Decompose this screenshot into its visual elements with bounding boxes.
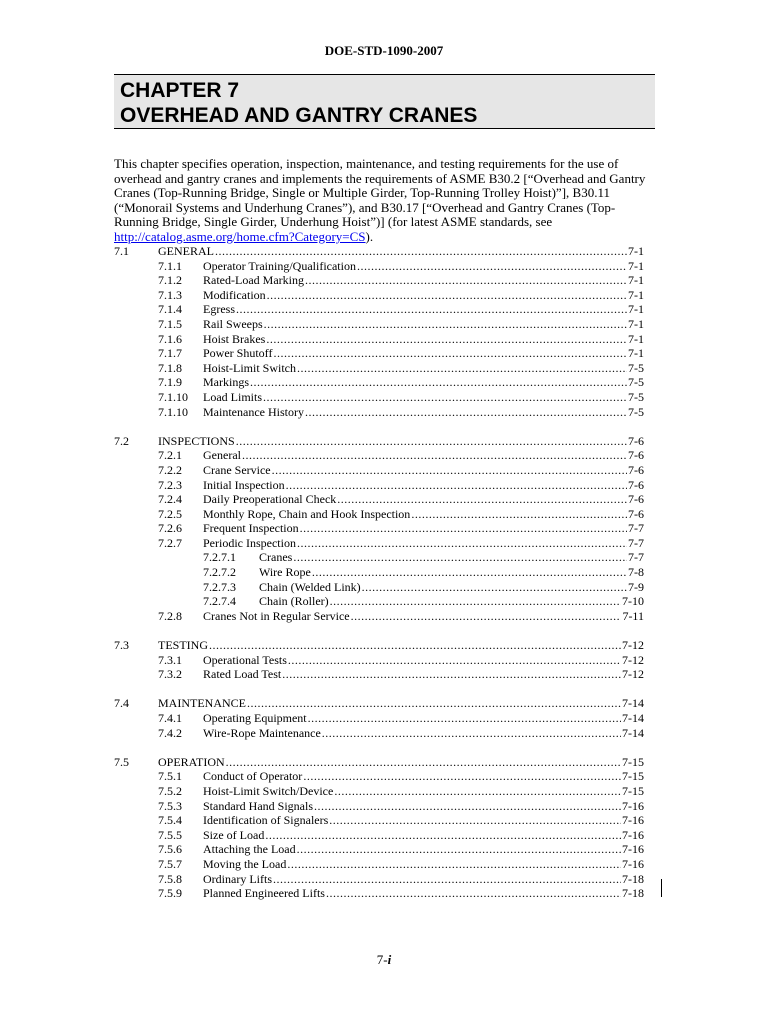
toc-entry-number: 7.1.4: [158, 302, 182, 317]
toc-entry-number: 7.4.2: [158, 725, 182, 740]
toc-entry-title: Operational Tests: [203, 652, 287, 667]
toc-dot-leader: [288, 653, 621, 668]
toc-entry-line: [203, 653, 644, 668]
toc-entry-line: [203, 390, 644, 405]
toc-entry-title: Moving the Load: [203, 856, 287, 871]
toc-entry-line: [158, 244, 644, 259]
toc-entry-page: 7-1: [628, 273, 644, 288]
document-id: DOE-STD-1090-2007: [324, 43, 444, 58]
toc-entry-number: 7.5.4: [158, 813, 182, 828]
toc-entry-number: 7.3: [114, 638, 129, 653]
chapter-title-box: [114, 74, 655, 129]
toc-entry-page: 7-15: [622, 783, 644, 798]
toc-entry-page: 7-7: [628, 521, 644, 536]
toc-dot-leader: [308, 711, 621, 726]
toc-entry[interactable]: [0, 872, 768, 887]
toc-section: [0, 434, 768, 624]
toc-entry-line: [158, 696, 644, 711]
toc-entry-line: [203, 405, 644, 420]
toc-entry[interactable]: [0, 638, 768, 653]
toc-dot-leader: [273, 872, 621, 887]
toc-dot-leader: [351, 609, 622, 624]
toc-entry[interactable]: [0, 536, 768, 551]
toc-entry-title: INSPECTIONS: [158, 433, 235, 448]
toc-dot-leader: [322, 726, 621, 741]
toc-entry-title: Hoist-Limit Switch/Device: [203, 783, 334, 798]
toc-entry-page: 7-7: [628, 550, 644, 565]
toc-entry-number: 7.2.7.4: [203, 594, 236, 609]
toc-entry-page: 7-1: [628, 302, 644, 317]
toc-entry-page: 7-5: [628, 360, 644, 375]
toc-entry-number: 7.1.5: [158, 316, 182, 331]
toc-entry-page: 7-5: [628, 389, 644, 404]
toc-entry-title: OPERATION: [158, 754, 225, 769]
intro-paragraph: [114, 157, 659, 245]
toc-entry-page: 7-16: [622, 798, 644, 813]
toc-entry-line: [158, 638, 644, 653]
toc-entry[interactable]: [0, 375, 768, 390]
toc-entry[interactable]: [0, 361, 768, 376]
toc-entry[interactable]: [0, 273, 768, 288]
toc-entry-line: [203, 711, 644, 726]
toc-entry-title: Chain (Welded Link): [259, 579, 361, 594]
toc-entry-page: 7-15: [622, 769, 644, 784]
toc-dot-leader: [300, 521, 627, 536]
toc-entry-number: 7.1.8: [158, 360, 182, 375]
toc-entry-number: 7.1.7: [158, 346, 182, 361]
toc-section: [0, 244, 768, 419]
toc-entry-number: 7.2.2: [158, 462, 182, 477]
toc-entry-number: 7.2.1: [158, 448, 182, 463]
toc-entry-title: TESTING: [158, 638, 208, 653]
toc-entry[interactable]: [0, 463, 768, 478]
toc-entry[interactable]: [0, 259, 768, 274]
toc-entry-number: 7.2.7.2: [203, 565, 236, 580]
toc-entry-line: [158, 434, 644, 449]
toc-entry[interactable]: [0, 288, 768, 303]
toc-dot-leader: [267, 288, 627, 303]
intro-text: This chapter specifies operation, inspection, maintenance, and testing requirements for the use of overhead and gantry cranes and implements the requirements of ASME B30.2 [“Overhead and Gantry Cranes (Top-Running Bridge, Single or Multiple Girder, Top-Running Trolley Hoist)”], B30.11 (“Monorail Systems and Underhung Cranes”), and B30.17 [“Overhead and Gantry Cranes (Top-Running Bridge, Single Girder, Underhung Hoist”)] (for latest ASME standards, see: [114, 156, 646, 230]
toc-entry[interactable]: [0, 886, 768, 901]
toc-entry-page: 7-8: [628, 565, 644, 580]
toc-dot-leader: [337, 492, 627, 507]
toc-entry-line: [203, 375, 644, 390]
toc-entry-number: 7.5.1: [158, 769, 182, 784]
toc-entry[interactable]: [0, 550, 768, 565]
toc-entry-page: 7-14: [622, 696, 644, 711]
toc-entry-page: 7-7: [628, 535, 644, 550]
toc-entry[interactable]: [0, 302, 768, 317]
toc-entry-line: [203, 521, 644, 536]
toc-dot-leader: [215, 244, 627, 259]
toc-entry-number: 7.2.8: [158, 608, 182, 623]
toc-entry-title: Operator Training/Qualification: [203, 258, 356, 273]
toc-entry[interactable]: [0, 492, 768, 507]
toc-entry-number: 7.2.5: [158, 506, 182, 521]
toc-entry[interactable]: [0, 799, 768, 814]
revision-change-bar: [661, 879, 662, 897]
toc-entry-line: [203, 842, 644, 857]
toc-dot-leader: [357, 259, 627, 274]
toc-entry-line: [203, 784, 644, 799]
toc-dot-leader: [250, 375, 627, 390]
toc-entry-number: 7.1.1: [158, 258, 182, 273]
toc-dot-leader: [312, 565, 627, 580]
toc-dot-leader: [411, 507, 627, 522]
toc-entry-page: 7-11: [622, 608, 644, 623]
toc-entry-title: Frequent Inspection: [203, 521, 299, 536]
toc-entry-title: Attaching the Load: [203, 842, 296, 857]
toc-entry-page: 7-1: [628, 316, 644, 331]
toc-entry-title: Hoist-Limit Switch: [203, 360, 296, 375]
asme-catalog-link[interactable]: http://catalog.asme.org/home.cfm?Category=CS: [114, 228, 366, 244]
toc-entry-number: 7.5.2: [158, 783, 182, 798]
toc-dot-leader: [286, 478, 627, 493]
toc-entry-title: GENERAL: [158, 244, 214, 258]
page-number-prefix: 7-: [376, 952, 388, 967]
toc-entry-number: 7.4.1: [158, 711, 182, 725]
toc-entry[interactable]: [0, 828, 768, 843]
toc-dot-leader: [329, 813, 621, 828]
toc-entry-number: 7.5.3: [158, 798, 182, 813]
toc-entry-title: Egress: [203, 302, 235, 317]
toc-dot-leader: [314, 799, 621, 814]
toc-dot-leader: [293, 550, 627, 565]
toc-entry-title: Wire-Rope Maintenance: [203, 725, 321, 740]
toc-entry-line: [203, 769, 644, 784]
toc-entry-page: 7-6: [628, 477, 644, 492]
toc-entry[interactable]: [0, 711, 768, 726]
toc-entry-number: 7.4: [114, 696, 129, 711]
toc-entry-number: 7.2.7: [158, 535, 182, 550]
toc-dot-leader: [265, 828, 621, 843]
toc-entry-line: [203, 317, 644, 332]
toc-entry[interactable]: [0, 842, 768, 857]
toc-entry-number: 7.2.7.3: [203, 579, 236, 594]
toc-entry[interactable]: [0, 726, 768, 741]
toc-entry-page: 7-18: [622, 886, 644, 901]
chapter-number: CHAPTER 7: [120, 79, 240, 102]
toc-entry[interactable]: [0, 346, 768, 361]
toc-entry-number: 7.2.4: [158, 492, 182, 507]
toc-entry-page: 7-16: [622, 842, 644, 857]
toc-entry-title: MAINTENANCE: [158, 696, 246, 711]
toc-entry-page: 7-15: [622, 754, 644, 769]
toc-entry-line: [203, 448, 644, 463]
toc-entry-title: Standard Hand Signals: [203, 798, 313, 813]
toc-entry-line: [203, 478, 644, 493]
toc-entry-title: Cranes: [259, 550, 293, 565]
toc-entry[interactable]: [0, 653, 768, 668]
toc-entry-line: [259, 550, 644, 565]
toc-entry-number: 7.1.10: [158, 389, 188, 404]
toc-entry-title: Identification of Signalers: [203, 813, 329, 828]
toc-dot-leader: [297, 536, 627, 551]
toc-dot-leader: [303, 769, 621, 784]
toc-entry-line: [158, 755, 644, 770]
toc-entry[interactable]: [0, 755, 768, 770]
toc-entry[interactable]: [0, 580, 768, 595]
toc-entry-page: 7-18: [622, 871, 644, 886]
toc-entry-page: 7-1: [628, 346, 644, 361]
toc-entry-page: 7-16: [622, 856, 644, 871]
toc-entry-title: General: [203, 448, 241, 463]
toc-entry-page: 7-14: [622, 711, 644, 725]
toc-entry-page: 7-5: [628, 404, 644, 419]
toc-dot-leader: [242, 448, 627, 463]
toc-entry[interactable]: [0, 594, 768, 609]
toc-entry-line: [203, 259, 644, 274]
toc-entry-title: Markings: [203, 375, 249, 390]
toc-entry-number: 7.5.5: [158, 827, 182, 842]
toc-entry-line: [203, 507, 644, 522]
toc-entry-number: 7.3.1: [158, 652, 182, 667]
toc-dot-leader: [209, 638, 621, 653]
toc-entry-number: 7.3.2: [158, 667, 182, 682]
toc-entry-line: [203, 492, 644, 507]
toc-entry[interactable]: [0, 521, 768, 536]
toc-entry-number: 7.5.7: [158, 856, 182, 871]
toc-dot-leader: [305, 273, 627, 288]
toc-dot-leader: [263, 390, 627, 405]
toc-entry-page: 7-1: [628, 258, 644, 273]
toc-entry[interactable]: [0, 478, 768, 493]
toc-entry-number: 7.1.3: [158, 287, 182, 302]
toc-entry-line: [203, 609, 644, 624]
toc-entry-title: Crane Service: [203, 462, 271, 477]
chapter-title: OVERHEAD AND GANTRY CRANES: [120, 104, 478, 127]
toc-entry-title: Power Shutoff: [203, 346, 273, 361]
toc-entry-title: Load Limits: [203, 389, 262, 404]
toc-entry-title: Daily Preoperational Check: [203, 492, 337, 507]
toc-dot-leader: [264, 317, 627, 332]
toc-dot-leader: [282, 667, 621, 682]
toc-entry-title: Hoist Brakes: [203, 331, 266, 346]
toc-entry-page: 7-16: [622, 813, 644, 828]
toc-entry-page: 7-10: [622, 594, 644, 609]
toc-dot-leader: [236, 434, 627, 449]
toc-entry-number: 7.1.2: [158, 273, 182, 288]
toc-entry[interactable]: [0, 434, 768, 449]
toc-dot-leader: [266, 332, 627, 347]
toc-section: [0, 696, 768, 740]
toc-entry-number: 7.5.8: [158, 871, 182, 886]
toc-entry-line: [259, 580, 644, 595]
toc-entry-page: 7-14: [622, 725, 644, 740]
toc-entry-line: [203, 726, 644, 741]
toc-entry[interactable]: [0, 813, 768, 828]
toc-dot-leader: [236, 302, 627, 317]
toc-entry-title: Modification: [203, 287, 266, 302]
toc-entry-number: 7.2.3: [158, 477, 182, 492]
toc-entry-title: Cranes Not in Regular Service: [203, 608, 350, 623]
toc-entry[interactable]: [0, 507, 768, 522]
toc-dot-leader: [334, 784, 621, 799]
toc-entry[interactable]: [0, 317, 768, 332]
toc-entry-title: Wire Rope: [259, 565, 311, 580]
toc-entry[interactable]: [0, 244, 768, 259]
toc-entry-title: Conduct of Operator: [203, 769, 303, 784]
toc-entry-title: Rail Sweeps: [203, 316, 263, 331]
toc-entry-page: 7-9: [628, 579, 644, 594]
toc-dot-leader: [226, 755, 621, 770]
toc-entry-line: [259, 565, 644, 580]
toc-entry[interactable]: [0, 857, 768, 872]
toc-entry-page: 7-1: [628, 331, 644, 346]
toc-entry-title: Initial Inspection: [203, 477, 285, 492]
toc-entry-page: 7-1: [628, 244, 644, 258]
toc-dot-leader: [326, 886, 621, 901]
toc-entry-page: 7-12: [622, 652, 644, 667]
toc-entry[interactable]: [0, 609, 768, 624]
toc-section: [0, 755, 768, 901]
toc-entry-number: 7.1.6: [158, 331, 182, 346]
toc-entry[interactable]: [0, 784, 768, 799]
toc-entry-line: [259, 594, 644, 609]
toc-dot-leader: [330, 594, 621, 609]
toc-entry-line: [203, 536, 644, 551]
toc-entry[interactable]: [0, 769, 768, 784]
toc-entry-line: [203, 667, 644, 682]
toc-entry-title: Rated-Load Marking: [203, 273, 304, 288]
toc-section: [0, 638, 768, 682]
toc-entry-line: [203, 273, 644, 288]
toc-dot-leader: [247, 696, 621, 711]
toc-entry-page: 7-12: [622, 638, 644, 653]
toc-entry-line: [203, 886, 644, 901]
toc-entry-page: 7-6: [628, 506, 644, 521]
toc-entry[interactable]: [0, 390, 768, 405]
toc-entry-page: 7-6: [628, 492, 644, 507]
toc-entry-title: Chain (Roller): [259, 594, 329, 609]
toc-entry-number: 7.2: [114, 433, 129, 448]
toc-entry-title: Periodic Inspection: [203, 535, 296, 550]
toc-entry-title: Ordinary Lifts: [203, 871, 272, 886]
toc-entry-number: 7.5.9: [158, 886, 182, 901]
toc-entry-page: 7-12: [622, 667, 644, 682]
toc-entry-line: [203, 361, 644, 376]
toc-entry[interactable]: [0, 405, 768, 420]
toc-entry-number: 7.2.7.1: [203, 550, 236, 565]
toc-entry[interactable]: [0, 448, 768, 463]
toc-entry-line: [203, 828, 644, 843]
toc-entry-title: Size of Load: [203, 827, 265, 842]
toc-entry-number: 7.5.6: [158, 842, 182, 857]
toc-entry-line: [203, 346, 644, 361]
toc-entry-line: [203, 799, 644, 814]
toc-dot-leader: [362, 580, 627, 595]
toc-entry[interactable]: [0, 696, 768, 711]
toc-entry-line: [203, 463, 644, 478]
toc-entry-number: 7.1.10: [158, 404, 188, 419]
toc-entry-number: 7.1: [114, 244, 129, 258]
toc-dot-leader: [273, 346, 627, 361]
toc-entry-line: [203, 813, 644, 828]
toc-entry-page: 7-1: [628, 287, 644, 302]
toc-entry-page: 7-6: [628, 462, 644, 477]
toc-entry-line: [203, 872, 644, 887]
toc-dot-leader: [297, 842, 621, 857]
toc-entry-page: 7-16: [622, 827, 644, 842]
toc-entry-page: 7-6: [628, 448, 644, 463]
toc-entry-line: [203, 332, 644, 347]
table-of-contents: [0, 244, 768, 915]
toc-entry-number: 7.2.6: [158, 521, 182, 536]
toc-entry-title: Operating Equipment: [203, 711, 307, 725]
toc-entry[interactable]: [0, 667, 768, 682]
toc-entry-title: Monthly Rope, Chain and Hook Inspection: [203, 506, 411, 521]
toc-dot-leader: [272, 463, 627, 478]
toc-entry-page: 7-5: [628, 375, 644, 390]
toc-entry-line: [203, 857, 644, 872]
toc-entry-number: 7.5: [114, 754, 129, 769]
toc-entry-page: 7-6: [628, 433, 644, 448]
toc-entry-title: Rated Load Test: [203, 667, 282, 682]
toc-entry-title: Maintenance History: [203, 404, 304, 419]
toc-dot-leader: [297, 361, 627, 376]
toc-dot-leader: [287, 857, 621, 872]
toc-entry-title: Planned Engineered Lifts: [203, 886, 325, 901]
toc-entry-number: 7.1.9: [158, 375, 182, 390]
toc-entry-line: [203, 302, 644, 317]
page-number-suffix: i: [387, 952, 392, 967]
toc-entry[interactable]: [0, 332, 768, 347]
toc-entry[interactable]: [0, 565, 768, 580]
intro-tail: ).: [365, 228, 374, 244]
toc-entry-line: [203, 288, 644, 303]
page-number: [0, 952, 768, 968]
toc-dot-leader: [305, 405, 627, 420]
